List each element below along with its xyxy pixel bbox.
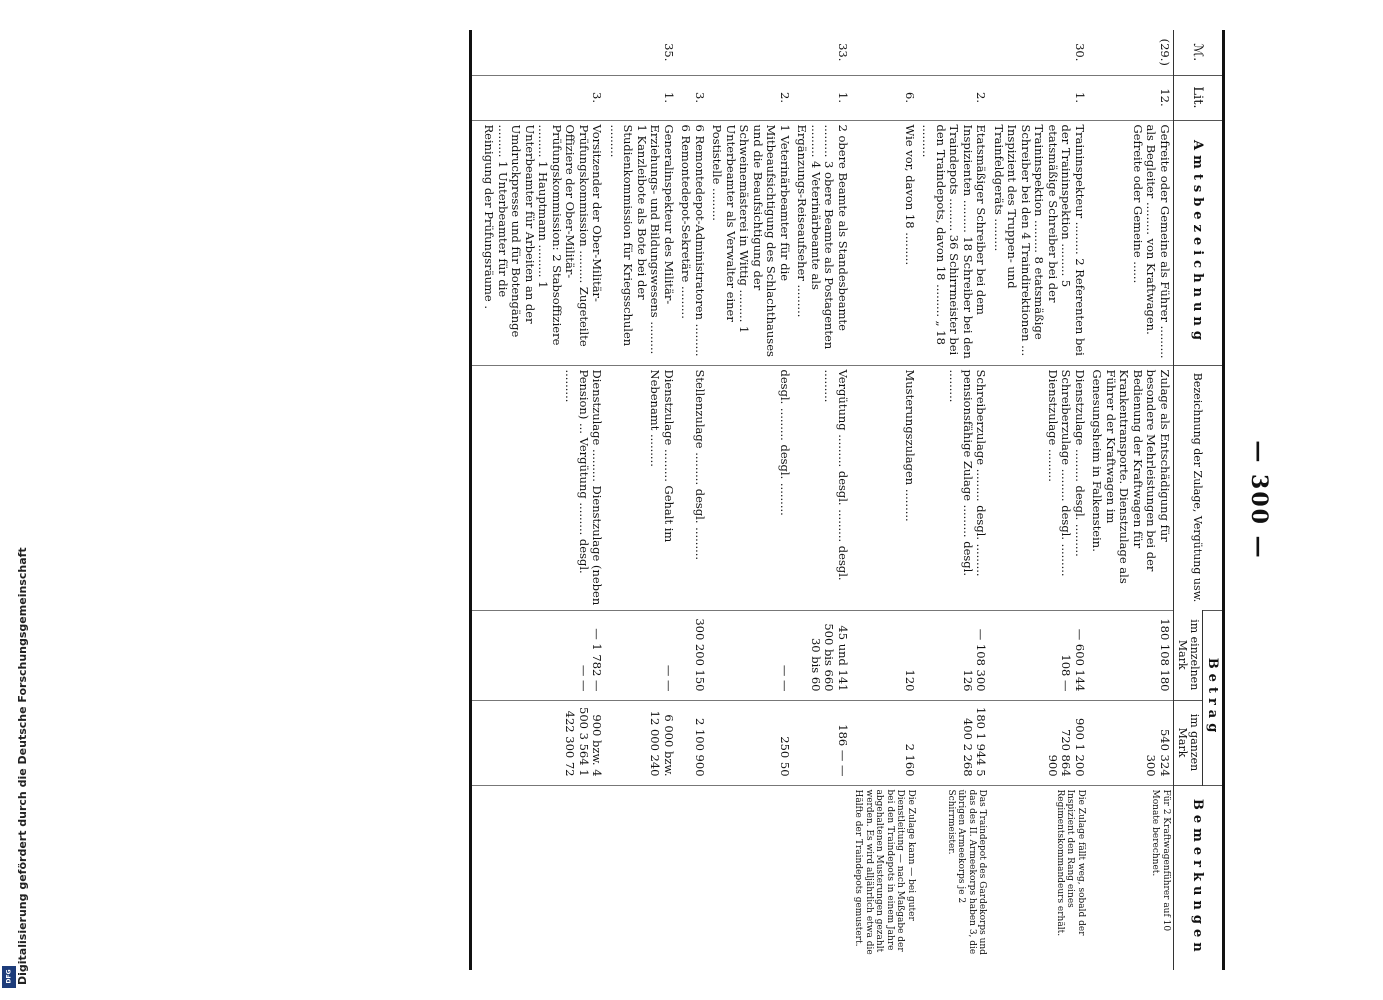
- table-row: [793, 30, 851, 970]
- rotated-page: [80, 30, 1290, 970]
- cell-gan: 186 — —: [793, 700, 851, 785]
- cell-bez: Musterungszulagen .........: [851, 365, 918, 610]
- cell-gan: 6 000 bzw. 12 000 240: [606, 700, 678, 785]
- cell-gan: 900 1 200 720 864 900: [990, 700, 1089, 785]
- cell-nr: (29.): [1158, 38, 1172, 66]
- cell-ein: — —: [606, 610, 678, 700]
- cell-bez: desgl. ......... desgl. .........: [708, 365, 793, 610]
- cell-nr: 30.: [1073, 43, 1087, 62]
- cell-ein: — 108 300 126: [918, 610, 990, 700]
- header-im-einzelnen: im einzelnen Mark: [1174, 610, 1203, 700]
- cell-gan: 900 bzw. 4 500 3 564 1 422 300 72: [471, 700, 606, 785]
- cell-bem: [471, 785, 606, 970]
- cell-bez: Vergütung ......... desgl. ......... desgl. .........: [793, 365, 851, 610]
- digitization-strip: [0, 0, 29, 1000]
- header-betrag: Betrag: [1203, 610, 1224, 785]
- header-bemerkungen: Bemerkungen: [1174, 785, 1224, 970]
- cell-bez: Dienstzulage ......... desgl. ......... Schreiberzulage ......... desgl. ......... Dienstzulage .........: [990, 365, 1089, 610]
- cell-amt: Etatsmäßiger Schreiber bei dem Inspizienten ......... 18 Schreiber bei den Traindepots ......... 36 Schirrmeister bei den Traindepots, davon 18 ......... „ 18 .........: [918, 120, 990, 365]
- cell-bez: Zulage als Entschädigung für besondere Mehrleistungen bei der Bedienung der Kraftwagen für Krankentransporte. Dienstzulage als Führer der Kraftwagen im Genesungsheim in Falkenstein.: [1088, 365, 1174, 610]
- cell-bez: Stellenzulage ......... desgl. .........: [677, 365, 708, 610]
- cell-nr: [918, 30, 990, 75]
- table-row: [677, 30, 708, 970]
- cell-nr: 33.: [836, 43, 850, 62]
- cell-gan: 540 324 300: [1088, 700, 1174, 785]
- cell-lit: 3.: [677, 75, 708, 120]
- budget-table: [469, 30, 1225, 970]
- header-nr: ℳ.: [1174, 30, 1224, 75]
- cell-bem: [708, 785, 793, 970]
- cell-amt: Traininspekteur ......... 2 Referenten bei der Traininspektion ......... 5 etatsmäßige Schreiber bei der Traininspektion ......... 8 etatsmäßige Schreiber bei den 4 Traindirektionen ... Inspizient des Truppen- und Trainfeldgeräts .........: [990, 120, 1089, 365]
- cell-amt: 1 Veterinärbeamter für die Mitbeaufsichtigung des Schlachthauses und die Beaufsichtigung der Schweinemästerei in Wittig ......... 1 Unterbeamter als Verwalter einer Postistelle .........: [708, 120, 793, 365]
- table-row: [606, 30, 678, 970]
- table-row: [708, 30, 793, 970]
- cell-lit: 2.: [918, 75, 990, 120]
- cell-gan: 180 1 944 5 400 2 268: [918, 700, 990, 785]
- dfg-logo: DFG: [2, 966, 16, 988]
- table-row: [990, 30, 1089, 970]
- cell-amt: 6 Remontedepot-Administratoren ......... 6 Remontedepot-Sekretäre .........: [677, 120, 708, 365]
- cell-amt: Vorsitzender der Ober-Militär-Prüfungskommission ......... Zugeteilte Offiziere der Ober-Militär-Prüfungskommission: 2 Stabsoffiziere ......... 1 Hauptmann ......... 1 Unterbeamter für Arbeiten an der Umdruckpresse und für Botengänge ......... 1 Unterbeamter für die Reinigung der Prüfungsräume .: [471, 120, 606, 365]
- header-im-ganzen: im ganzen Mark: [1174, 700, 1203, 785]
- header-lit: Lit.: [1174, 75, 1224, 120]
- cell-ein: 300 200 150: [677, 610, 708, 700]
- table-row: [1088, 30, 1174, 970]
- cell-bem: [606, 785, 678, 970]
- cell-bez: Schreiberzulage ......... desgl. ......... pensionsfähige Zulage ......... desgl. .........: [918, 365, 990, 610]
- cell-lit: 1.: [990, 75, 1089, 120]
- cell-amt: Gefreite oder Gemeine als Führer ......... als Begleiter ......... von Kraftwagen. Gefreite oder Gemeine ......: [1088, 120, 1174, 365]
- cell-lit: 6.: [851, 75, 918, 120]
- cell-ein: 180 108 180: [1088, 610, 1174, 700]
- cell-amt: Wie vor, davon 18 .........: [851, 120, 918, 365]
- table-row: [471, 30, 606, 970]
- cell-ein: 120: [851, 610, 918, 700]
- header-bezeichnung: Bezeichnung der Zulage, Vergütung usw.: [1174, 365, 1224, 610]
- cell-lit: 1.: [606, 75, 678, 120]
- cell-bem: [793, 785, 851, 970]
- cell-nr: [708, 30, 793, 75]
- cell-gan: 2 100 900: [677, 700, 708, 785]
- cell-bem: Für 2 Kraftwagenführer auf 10 Monate berechnet.: [1088, 785, 1174, 970]
- table-row: [851, 30, 918, 970]
- cell-bem: Die Zulage kann — bei guter Dienstleitung — nach Maßgabe der bei den Traindepots in einem Jahre abgehaltenen Musterungen gezahlt werden. Es wird alljährlich etwa die Hälfte der Traindepots gemustert.: [851, 785, 918, 970]
- cell-lit: 3.: [471, 75, 606, 120]
- cell-bez: Dienstzulage ......... Dienstzulage (neben Pension) ... Vergütung ......... desgl. .........: [471, 365, 606, 610]
- table-body: [471, 30, 1174, 970]
- digitization-caption: Digitalisierung gefördert durch die Deutsche Forschungsgemeinschaft: [16, 547, 29, 985]
- table-header: [1174, 30, 1224, 970]
- cell-nr: [851, 30, 918, 75]
- cell-amt: 2 obere Beamte als Standesbeamte ......... 3 obere Beamte als Postagenten ......... 4 Veterinärbeamte als Ergänzungs-Reiseaufseher .........: [793, 120, 851, 365]
- cell-lit: 2.: [708, 75, 793, 120]
- cell-ein: — 1 782 — — —: [471, 610, 606, 700]
- cell-lit: 12.: [1088, 75, 1174, 120]
- header-amtsbezeichnung: Amtsbezeichnung: [1174, 120, 1224, 365]
- cell-ein: — 600 144 108 —: [990, 610, 1089, 700]
- cell-nr: 35.: [662, 43, 676, 62]
- cell-nr: [471, 30, 606, 75]
- cell-bem: [677, 785, 708, 970]
- table-row: [918, 30, 990, 970]
- cell-lit: 1.: [793, 75, 851, 120]
- cell-ein: — —: [708, 610, 793, 700]
- cell-gan: 250 50: [708, 700, 793, 785]
- cell-nr: [677, 30, 708, 75]
- cell-bez: Dienstzulage ......... Gehalt im Nebenamt .........: [606, 365, 678, 610]
- cell-bem: Die Zulage fällt weg, sobald der Inspizient den Rang eines Regimentskommandeurs erhält.: [990, 785, 1089, 970]
- cell-gan: 2 160: [851, 700, 918, 785]
- page-number: — 300 —: [1246, 440, 1272, 560]
- cell-bem: Das Traindepot des Gardekorps und das des II. Armeekorps haben 3, die übrigen Armeekorps je 2 Schirrmeister.: [918, 785, 990, 970]
- cell-amt: Generalinspekteur des Militär-Erziehungs- und Bildungswesens ......... 1 Kanzleibote als Bote bei der Studienkommission für Kriegsschulen .........: [606, 120, 678, 365]
- cell-ein: 45 und 141 500 bis 660 30 bis 60: [793, 610, 851, 700]
